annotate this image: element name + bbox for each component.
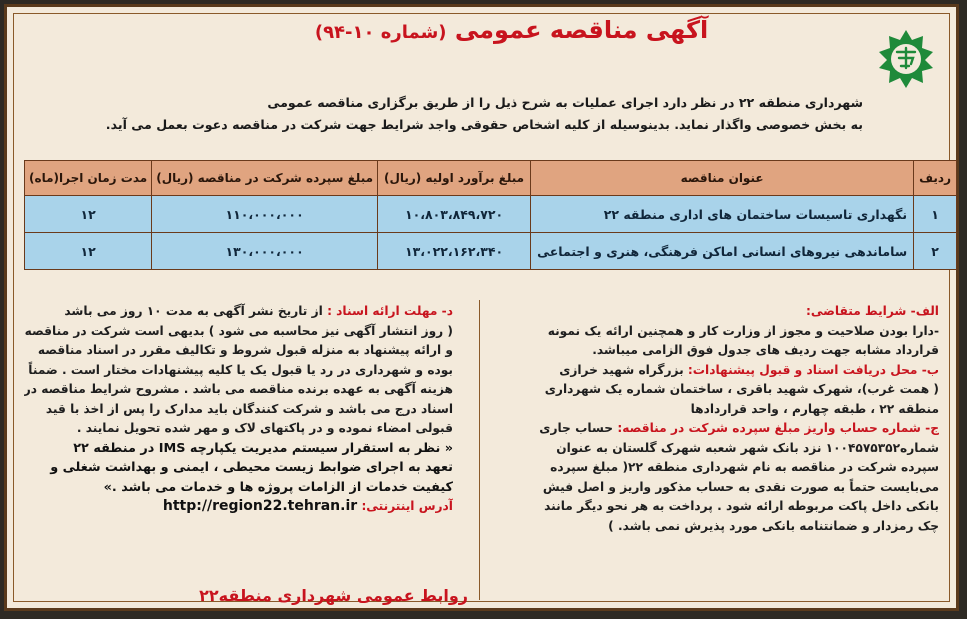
cell-row-number: ۲	[914, 233, 957, 270]
deadline-column	[24, 302, 453, 517]
table-header-row	[25, 161, 957, 196]
table-row	[25, 233, 957, 270]
text-line: بانکی داخل پاکت مربوطه ارائه شود . پرداخت به هر نحو دیگر مانند	[544, 499, 939, 513]
text-line: ( همت غرب)، شهرک شهید باقری ، ساختمان شماره یک شهرداری	[544, 382, 939, 396]
section-jim-heading: ج- شماره حساب واریز مبلغ سپرده شرکت در مناقصه:	[617, 421, 939, 435]
notice-paper	[4, 4, 959, 611]
intro-line: شهرداری منطقه ۲۲ در نظر دارد اجرای عملیات به شرح ذیل را از طریق برگزاری مناقصه عمومی	[267, 95, 863, 110]
cell-title: نگهداری تاسیسات ساختمان های اداری منطقه ۲۲	[531, 196, 914, 233]
cell-duration: ۱۲	[25, 233, 152, 270]
text-line: -دارا بودن صلاحیت و مجوز از وزارت کار و همچنین ارائه یک نمونه	[547, 323, 939, 338]
notice-title-text: آگهی مناقصه عمومی	[454, 16, 709, 44]
intro-paragraph	[24, 92, 863, 136]
col-header-row-number: ردیف	[914, 161, 957, 196]
text-line: اسناد درج می باشد و شرکت کنندگان باید مدارک را پس از اخذ با قید	[45, 401, 453, 416]
text-line: از تاریخ نشر آگهی به مدت ۱۰ روز می باشد	[64, 304, 328, 318]
text-line: سپرده شرکت در مناقصه به نام شهرداری منطقه ۲۲( مبلغ سپرده	[550, 460, 939, 474]
table-row	[25, 196, 957, 233]
cell-row-number: ۱	[914, 196, 957, 233]
text-line: چک رمزدار و ضمانتنامه بانکی مورد پذیرش نمی باشد. )	[608, 518, 939, 533]
tehran-municipality-logo-icon	[875, 28, 937, 90]
intro-line: به بخش خصوصی واگذار نماید. بدینوسیله از کلیه اشخاص حقوقی واجد شرایط جهت شرکت در مناقصه دعوت بعمل می آید.	[105, 117, 863, 132]
tenders-table	[24, 160, 957, 270]
cell-estimate: ۱۳،۰۲۲،۱۶۲،۳۴۰	[378, 233, 531, 270]
text-line: بزرگراه شهید خرازی	[559, 362, 688, 377]
col-header-deposit: مبلغ سپرده شرکت در مناقصه (ریال)	[152, 161, 378, 196]
website-label: آدرس اینترنتی:	[361, 499, 453, 513]
text-line: قرارداد مشابه جهت ردیف های جدول فوق الزامی میباشد.	[592, 343, 939, 357]
conditions-column	[490, 302, 939, 536]
notice-title	[214, 16, 809, 44]
text-line: بوده و شهرداری در رد یا قبول یک یا کلیه پیشنهادات مختار است . ضمناً	[28, 362, 453, 377]
notice-number: (شماره ۱۰-۹۴)	[314, 22, 447, 43]
text-line: و ارائه پیشنهاد به منزله قبول شروط و تکالیف مقرر در اسناد مناقصه	[37, 343, 453, 357]
cell-title: ساماندهی نیروهای انسانی اماکن فرهنگی، هنری و اجتماعی	[531, 233, 914, 270]
notice-frame	[13, 13, 951, 605]
ims-line: « نظر به استقرار سیستم مدیریت یکپارچه IMS در منطقه ۲۲	[73, 440, 453, 456]
col-header-estimate: مبلغ برآورد اولیه (ریال)	[378, 161, 531, 196]
text-line: حساب جاری	[539, 421, 618, 435]
text-line: شماره۱۰۰۴۵۷۵۳۵۲ نزد بانک شهر شعبه شهرک گلستان به عنوان	[556, 440, 939, 455]
section-alef-heading: الف- شرایط متقاضی:	[805, 304, 939, 318]
col-header-title: عنوان مناقصه	[531, 161, 914, 196]
cell-deposit: ۱۳۰،۰۰۰،۰۰۰	[152, 233, 378, 270]
col-header-duration: مدت زمان اجرا(ماه)	[25, 161, 152, 196]
column-divider	[479, 300, 480, 600]
ims-line: تعهد به اجرای ضوابط زیست محیطی ، ایمنی و بهداشت شغلی و	[50, 460, 453, 475]
cell-deposit: ۱۱۰،۰۰۰،۰۰۰	[152, 196, 378, 233]
section-be-heading: ب- محل دریافت اسناد و قبول پیشنهادات:	[687, 362, 939, 377]
text-line: قبولی امضاء نموده و در پاکتهای لاک و مهر شده تحویل نمایند .	[76, 421, 453, 435]
cell-duration: ۱۲	[25, 196, 152, 233]
website-link[interactable]: http://region22.tehran.ir	[162, 498, 358, 514]
text-line: منطقه ۲۲ ، طبقه چهارم ، واحد قراردادها	[690, 401, 939, 416]
cell-estimate: ۱۰،۸۰۳،۸۴۹،۷۲۰	[378, 196, 531, 233]
footer-signature: روابط عمومی شهرداری منطقه۲۲	[199, 586, 468, 605]
text-line: هزینه آگهی به عهده برنده مناقصه می باشد . مشروح شرایط مناقصه در	[24, 382, 453, 396]
text-line: می‌بایست حتماً به صورت نقدی به حساب مذکور واریز و اصل فیش	[542, 479, 939, 494]
ims-line: کیفیت خدمات از الزامات پروژه ها و خدمات می باشد .»	[103, 479, 453, 495]
notice-header	[14, 14, 949, 84]
text-line: ( روز انتشار آگهی نیز محاسبه می شود ) بدیهی است شرکت در مناقصه	[24, 323, 453, 338]
section-dal-heading: د- مهلت ارائه اسناد :	[327, 304, 453, 318]
